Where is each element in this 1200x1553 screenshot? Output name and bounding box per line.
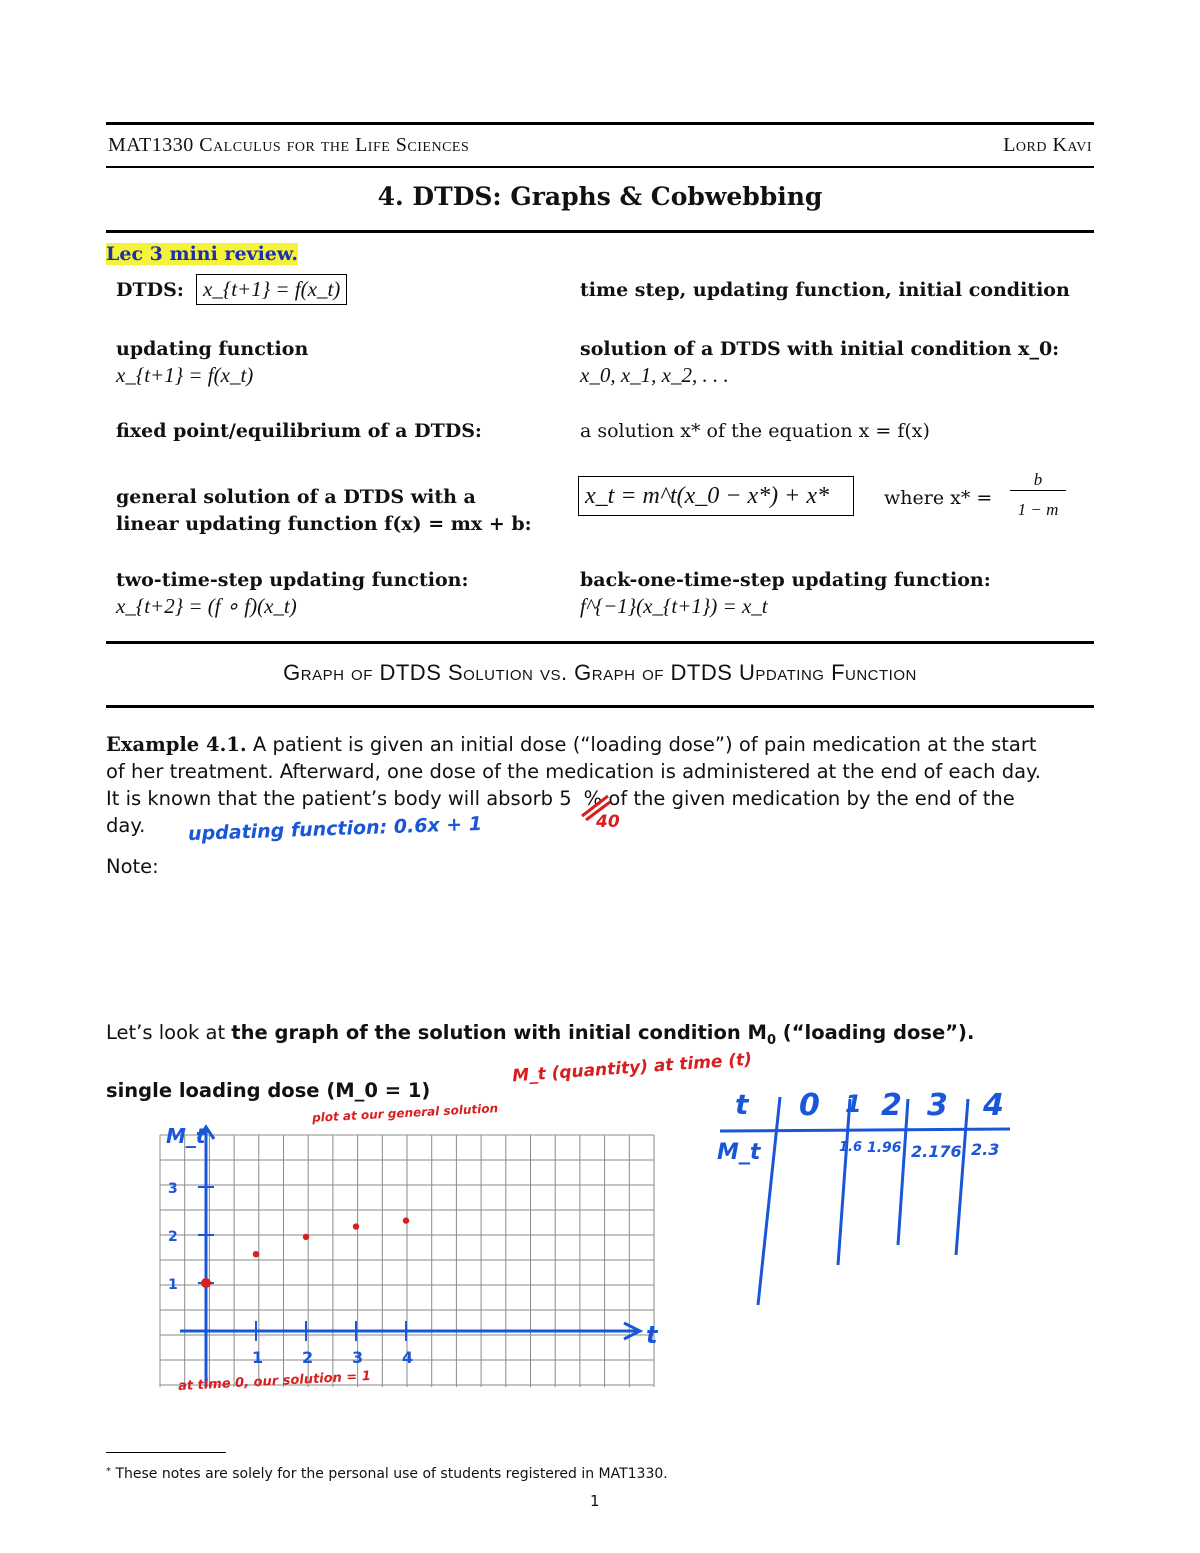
dtds-formula: x_{t+1} = f(x_t) <box>196 274 347 305</box>
y-tick-label: 2 <box>168 1229 178 1245</box>
table-m-label: M_t <box>717 1140 761 1165</box>
title-rule <box>106 230 1094 233</box>
table-t1: 1 <box>845 1090 862 1118</box>
table-t-label: t <box>735 1088 749 1121</box>
mt-table <box>715 1088 1015 1178</box>
fraction-numerator: b <box>1010 470 1066 491</box>
single-loading-dose-label: single loading dose (M_0 = 1) <box>106 1079 431 1102</box>
plot-annotation: plot at our general solution <box>311 1101 499 1125</box>
solution-graph <box>150 1115 680 1415</box>
y-tick-label: 3 <box>168 1181 178 1197</box>
data-point <box>303 1234 309 1240</box>
page-title: 4. DTDS: Graphs & Cobwebbing <box>377 182 823 211</box>
back-step-label: back-one-time-step updating function: <box>580 569 991 591</box>
mt-annotation: M_t (quantity) at time (t) <box>511 1049 753 1087</box>
back-step-formula: f^{−1}(x_{t+1}) = x_t <box>580 594 768 618</box>
general-solution-label-1: general solution of a DTDS with a <box>116 486 476 508</box>
solution-graph-sentence: Let’s look at the graph of the solution with initial condition $M_0$ (“loading dose”). <box>106 1021 975 1048</box>
data-point <box>253 1251 259 1257</box>
note-label: Note: <box>106 855 159 878</box>
general-solution-formula: x_t = m^t(x_0 − x*) + x* <box>578 476 854 516</box>
table-m2: 1.96 <box>867 1140 902 1156</box>
updating-function-label: updating function <box>116 338 309 360</box>
table-m4: 2.3 <box>971 1140 1000 1159</box>
general-solution-label-2: linear updating function f(x) = mx + b: <box>116 513 532 535</box>
updating-function-formula: x_{t+1} = f(x_t) <box>116 363 254 387</box>
dtds-label: DTDS: <box>116 279 184 301</box>
footnote: * These notes are solely for the personal use of students registered in MAT1330. <box>106 1466 668 1482</box>
footnote-rule <box>106 1452 226 1453</box>
review-heading: Lec 3 mini review. <box>106 243 298 265</box>
section-bottom-rule <box>106 705 1094 708</box>
origin-annotation: at time 0, our solution = 1 <box>177 1368 372 1395</box>
author-name: Lord Kavi <box>1003 134 1092 156</box>
example-paragraph: Example 4.1. A patient is given an initial dose (“loading dose”) of pain medication at the start of her treatment. Afterward, one dose of the medication is administered at the end of each day. It is known that the patient’s body will absorb 5 % of the given medication by the end of the day. <box>106 733 1042 837</box>
table-m3: 2.176 <box>911 1142 962 1161</box>
data-point <box>403 1217 409 1223</box>
table-t0: 0 <box>799 1088 820 1123</box>
y-tick-label: 1 <box>168 1277 178 1293</box>
dtds-description: time step, updating function, initial condition <box>580 279 1070 301</box>
solution-label: solution of a DTDS with initial condition x_0: <box>580 338 1060 360</box>
review-bottom-rule <box>106 641 1094 644</box>
page-number: 1 <box>590 1492 600 1510</box>
example-label: Example 4.1. <box>106 733 247 756</box>
header-bottom-rule <box>106 166 1094 168</box>
updating-function-annotation: updating function: 0.6x + 1 <box>187 812 483 846</box>
table-t4: 4 <box>983 1088 1004 1123</box>
two-step-formula: x_{t+2} = (f ∘ f)(x_t) <box>116 594 297 618</box>
course-title: MAT1330 Calculus for the Life Sciences <box>108 134 470 156</box>
x-tick-label: 2 <box>302 1348 314 1367</box>
table-m1: 1.6 <box>839 1140 863 1155</box>
x-tick-label: 4 <box>402 1348 414 1367</box>
table-t3: 3 <box>927 1088 948 1123</box>
fraction-denominator: 1 − m <box>1017 500 1059 519</box>
section-heading: Graph of DTDS Solution vs. Graph of DTDS Updating Function <box>283 660 917 685</box>
general-solution-where: where x* = <box>884 487 993 509</box>
x-tick-label: 1 <box>252 1348 264 1367</box>
x-axis-label: t <box>646 1321 658 1349</box>
x-tick-label: 3 <box>352 1348 364 1367</box>
table-t2: 2 <box>881 1088 902 1123</box>
header-top-rule <box>106 122 1094 125</box>
fixed-point-description: a solution x* of the equation x = f(x) <box>580 420 930 442</box>
fixed-point-label: fixed point/equilibrium of a DTDS: <box>116 420 482 442</box>
two-step-label: two-time-step updating function: <box>116 569 469 591</box>
data-point <box>201 1278 211 1288</box>
data-point <box>353 1223 359 1229</box>
correction-value: 40 <box>596 812 620 832</box>
solution-formula: x_0, x_1, x_2, . . . <box>580 363 729 387</box>
y-axis-label: M_t <box>166 1124 206 1148</box>
